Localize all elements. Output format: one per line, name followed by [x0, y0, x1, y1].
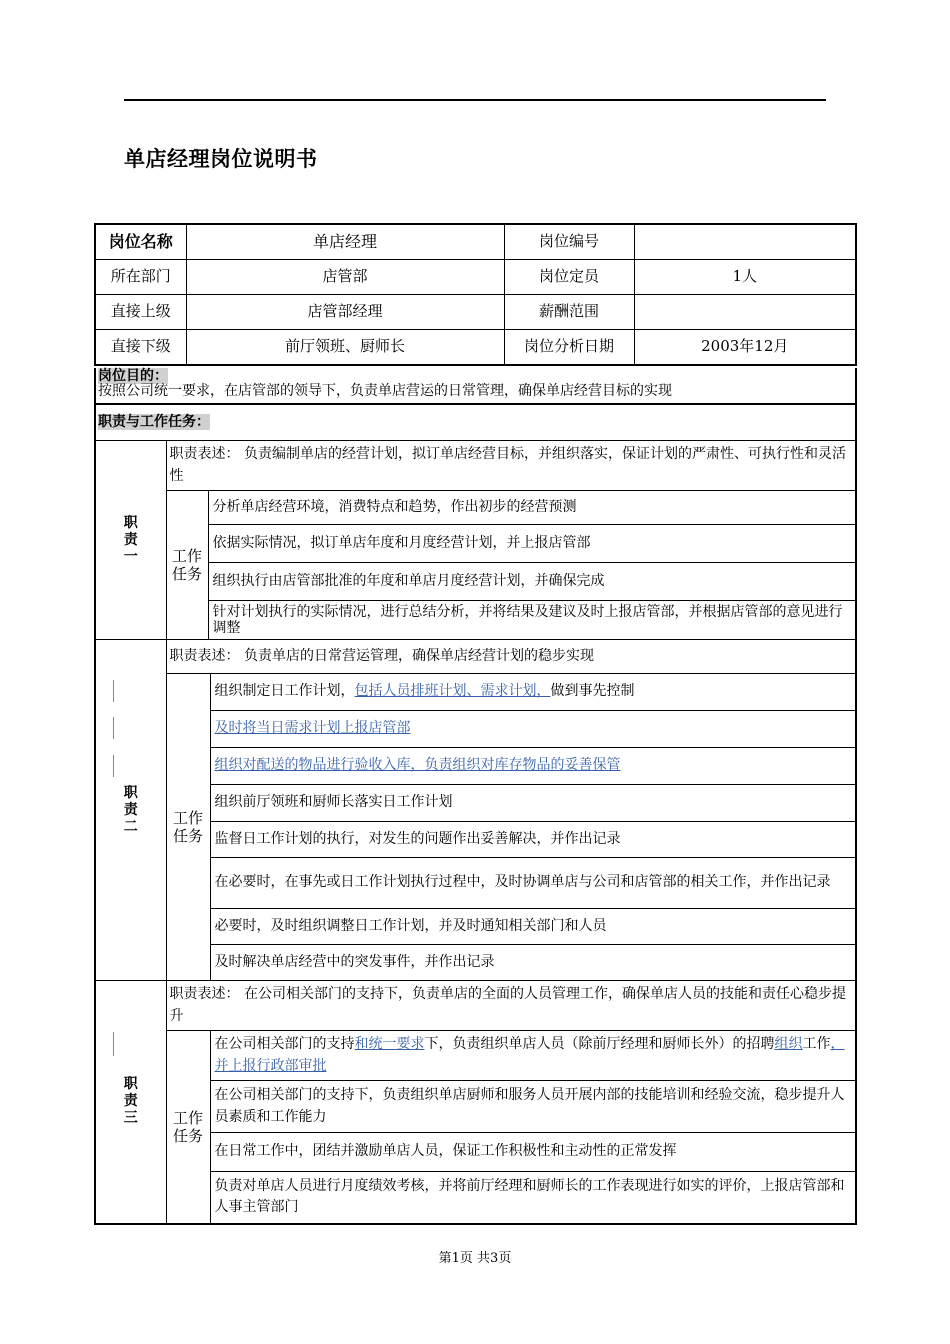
- value-position-code: [634, 224, 856, 260]
- duty-one-task-label: 工作任务: [166, 491, 208, 640]
- header-rule: [124, 99, 826, 101]
- position-purpose: [94, 368, 857, 403]
- duty-three-description: 职责表述： 在公司相关部门的支持下，负责单店的全面的人员管理工作，确保单店人员的技能和责任心稳步提升: [166, 981, 856, 1031]
- duty-one-side-label: 职责一: [95, 441, 166, 640]
- duty-three-table: [94, 980, 857, 1225]
- purpose-label: 岗位目的：: [98, 368, 168, 384]
- margin-mark: [113, 1032, 114, 1056]
- duty-one-table: [94, 440, 857, 640]
- duty-two-task-1-link[interactable]: 包括人员排班计划、需求计划，: [354, 683, 551, 700]
- duty-two-task-7: 必要时，及时组织调整日工作计划，并及时通知相关部门和人员: [210, 909, 856, 945]
- duty-two-task-label: 工作任务: [166, 674, 210, 981]
- duty-two-task-6: 在必要时，在事先或日工作计划执行过程中，及时协调单店与公司和店管部的相关工作，并作出记录: [210, 858, 856, 909]
- value-supervisor: 店管部经理: [186, 295, 504, 330]
- label-headcount: 岗位定员: [504, 260, 634, 295]
- duty-two-table: [94, 639, 857, 981]
- position-info-table: [94, 223, 857, 366]
- margin-mark: [113, 680, 114, 702]
- duty-three-task-1: 在公司相关部门的支持和统一要求下，负责组织单店人员（除前厅经理和厨师长外）的招聘组织工作，并上报行政部审批: [210, 1031, 856, 1081]
- duty-three-task-label: 工作任务: [166, 1031, 210, 1224]
- duty-two-task-4: 组织前厅领班和厨师长落实日工作计划: [210, 785, 856, 822]
- duty-three-task-2: 在公司相关部门的支持下，负责组织单店厨师和服务人员开展内部的技能培训和经验交流，稳步提升人员素质和工作能力: [210, 1081, 856, 1133]
- duty-two-task-3: [210, 748, 856, 785]
- value-salary-range: [634, 295, 856, 330]
- duty-two-side-label: 职责二: [95, 640, 166, 981]
- duty-two-task-3-link[interactable]: 组织对配送的物品进行验收入库，负责组织对库存物品的妥善保管: [214, 757, 621, 774]
- label-position-code: 岗位编号: [504, 224, 634, 260]
- purpose-text: 按照公司统一要求，在店管部的领导下，负责单店营运的日常管理，确保单店经营目标的实现: [98, 383, 672, 399]
- label-subordinates: 直接下级: [95, 330, 186, 366]
- duty-three-task-3: 在日常工作中，团结并激励单店人员，保证工作积极性和主动性的正常发挥: [210, 1133, 856, 1172]
- duty-three-task-1-link-a[interactable]: 和统一要求: [354, 1035, 425, 1052]
- label-analysis-date: 岗位分析日期: [504, 330, 634, 366]
- duty-two-description: 职责表述： 负责单店的日常营运管理，确保单店经营计划的稳步实现: [166, 640, 856, 674]
- label-position-name: 岗位名称: [95, 224, 186, 260]
- value-subordinates: 前厅领班、厨师长: [186, 330, 504, 366]
- page-title: 单店经理岗位说明书: [124, 147, 318, 171]
- duty-two-task-8: 及时解决单店经营中的突发事件，并作出记录: [210, 945, 856, 981]
- duty-one-description: 职责表述： 负责编制单店的经营计划，拟订单店经营目标，并组织落实，保证计划的严肃性、可执行性和灵活性: [166, 441, 856, 491]
- duties-header: [94, 403, 857, 440]
- duty-one-task-4: 针对计划执行的实际情况，进行总结分析，并将结果及建议及时上报店管部，并根据店管部的意见进行调整: [208, 601, 856, 640]
- label-salary-range: 薪酬范围: [504, 295, 634, 330]
- duty-three-task-4: 负责对单店人员进行月度绩效考核，并将前厅经理和厨师长的工作表现进行如实的评价，上报店管部和人事主管部门: [210, 1172, 856, 1224]
- margin-mark: [113, 755, 114, 777]
- margin-mark: [113, 717, 114, 739]
- duty-three-task-1-link-b[interactable]: 组织: [774, 1035, 803, 1052]
- value-analysis-date: 2003年12月: [634, 330, 856, 366]
- value-headcount: 1人: [634, 260, 856, 295]
- duty-three-task-1-link-c[interactable]: ，并上报行政部审批: [214, 1035, 845, 1074]
- label-department: 所在部门: [95, 260, 186, 295]
- duty-one-task-2: 依据实际情况，拟订单店年度和月度经营计划，并上报店管部: [208, 525, 856, 563]
- label-supervisor: 直接上级: [95, 295, 186, 330]
- duty-two-task-5: 监督日工作计划的执行，对发生的问题作出妥善解决，并作出记录: [210, 822, 856, 858]
- page-footer: 第1页 共3页: [438, 1251, 512, 1266]
- duty-two-task-1: 组织制定日工作计划，包括人员排班计划、需求计划，做到事先控制: [210, 674, 856, 711]
- duty-three-side-label: 职责三: [95, 981, 166, 1224]
- duties-header-label: 职责与工作任务：: [98, 414, 210, 430]
- duty-two-task-2-link[interactable]: 及时将当日需求计划上报店管部: [214, 720, 411, 737]
- value-position-name: 单店经理: [186, 224, 504, 260]
- duty-two-task-2: [210, 711, 856, 748]
- duty-one-task-1: 分析单店经营环境，消费特点和趋势，作出初步的经营预测: [208, 491, 856, 525]
- duty-one-task-3: 组织执行由店管部批准的年度和单店月度经营计划，并确保完成: [208, 563, 856, 601]
- value-department: 店管部: [186, 260, 504, 295]
